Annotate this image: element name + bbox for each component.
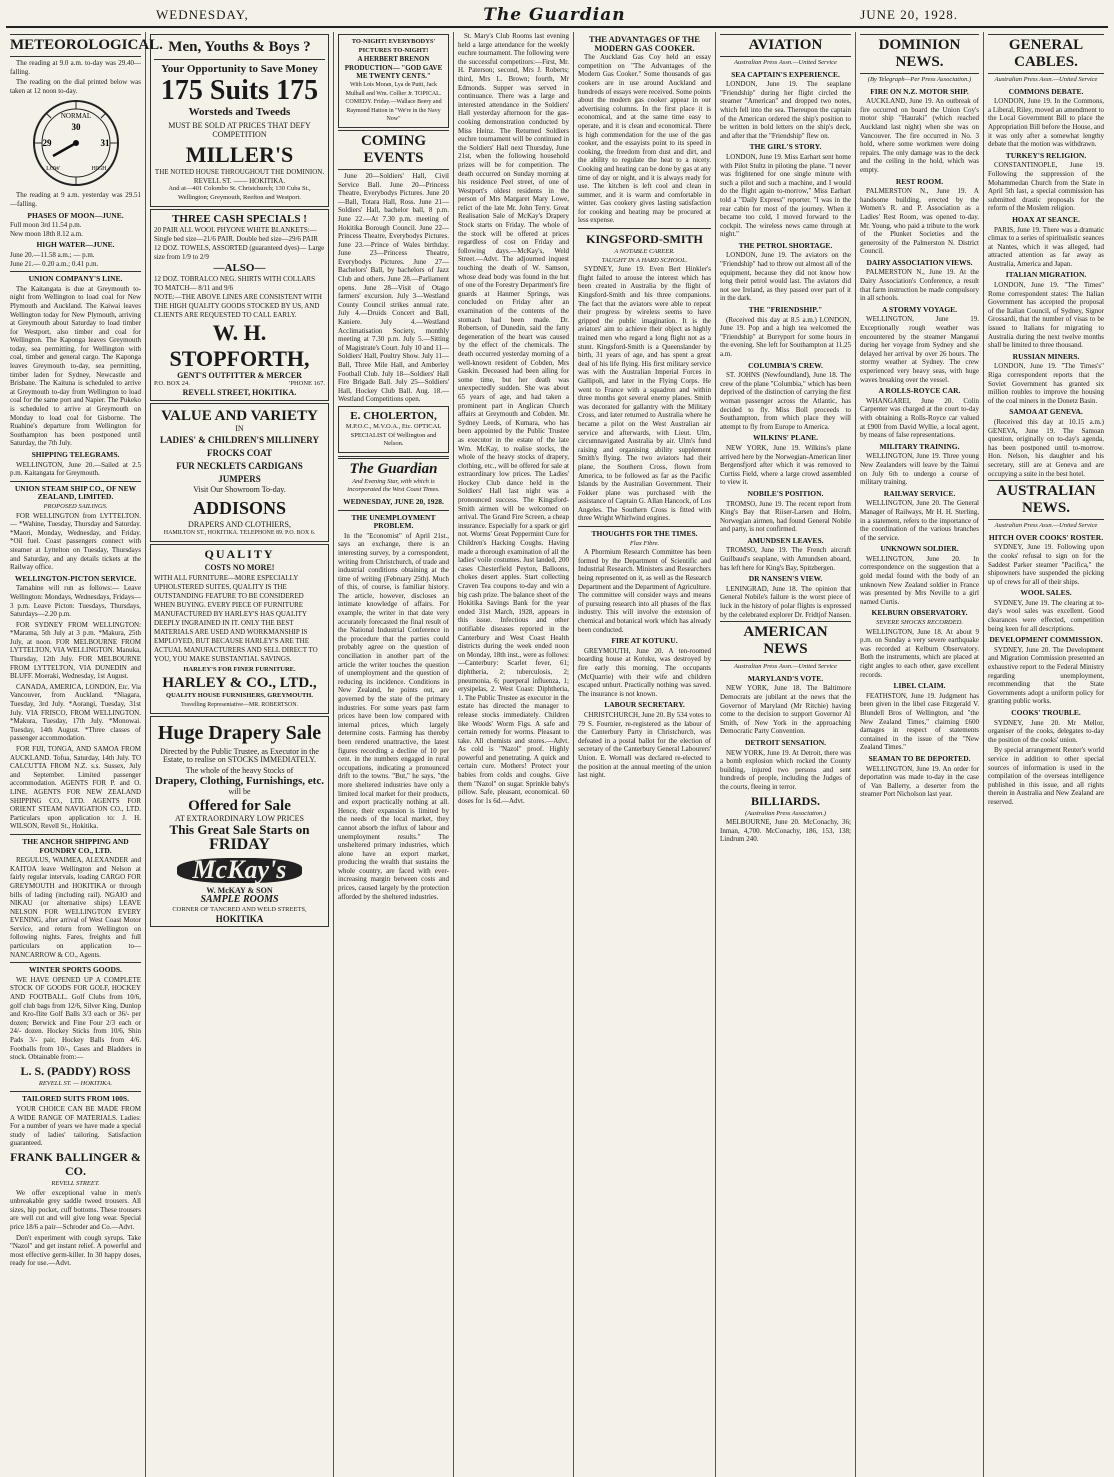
an2-heading: WOOL SALES. [1020,588,1072,598]
dn7-heading: RAILWAY SERVICE. [883,488,956,498]
stopforth-addr: REVELL STREET, HOKITIKA. [182,387,297,397]
dial-label-30: 30 [71,122,80,133]
dn8-heading: UNKNOWN SOLDIER. [880,544,959,554]
sale-head: Huge Drapery Sale [157,721,322,744]
uss-sub: PROPOSED SAILINGS. [43,502,108,510]
water-1: June 20.—11.58 a.m.; — p.m. [10,250,95,259]
harley-ad [150,544,329,714]
av3-text: LONDON, June 19. The aviators on the "Friendship" had to throw out almost all of the equipment, because they did not know how long their petrol would last. The aviators did not see Ireland, as they passed over part of it in the dark. [720,251,851,303]
addisons-addr: HAMILTON ST., HOKITIKA. TELEPHONE 89. P.O. BOX 6. [163,530,316,537]
gas-heading: THE ADVANTAGES OF THE MODERN GAS COOKER. [589,34,700,53]
gc4-heading: ITALIAN MIGRATION. [1005,270,1087,280]
dn7-text: WELLINGTON, June 20. The General Manager of Railways, Mr H. H. Sterling, in a statement, refers to the importance of the coordination of the various branches of the service. [860,499,979,542]
dn1-text: AUCKLAND, June 19. An outbreak of fire occurred on board the Union Coy's motor ship "Hauraki" (which reached Auckland last night) when she was on Vancouver. The fire occurred in No. 3 hold, where some workmen were doing repairs. The only damage was to the deck and the ceiling in the hold, which was empty. [860,97,979,174]
masthead-title: The Guardian [483,5,626,25]
dn8-text: WELLINGTON, June 20. In correspondence on the suggestion that a gold medal found with the body of an unknown New Zealand soldier in France was presented by Mrs Neville to a girl named Curtis. [860,554,979,606]
harley-rep: Travelling Representative—MR. ROBERTSON. [180,701,299,708]
addisons-l2: FROCKS COAT [206,447,273,458]
gas-text: The Auckland Gas Coy held an essay competition on "The Advantages of the Modern Gas Cooker." Some thousands of gas cookers are in use around Auckland and hundreds of essays were received. Some points about the modern gas cooker appear in our advertising columns. In the first place it is economical, and at the same time easy to operate, and it is clean and economical. There is high commendation for the use of the gas cooker, and the essayists point to its speed in cooking, the freedom from dust and dirt, and the ability to regulate the heat to a nicety. Cooking and heating can be done by gas at any time of day or night, and it is always ready for use. The kitchen is left cool and clean in summer, and it is warm and comfortable in winter. Gas cookery gives lasting satisfaction for cooking and heating may be procured at less expense. [578,53,711,225]
tailored-addr: REVELL STREET. [51,1179,100,1187]
am1-text: NEW YORK, June 18. The Baltimore Democrats are jubilant at the news that the Governor of Maryland (Mr Ritchie) having come to the decision to support Governor Al Smith, of New York in the approaching Democratic Party Convention. [720,684,851,736]
billiards-text: MELBOURNE, June 20. McConachy, 36; Inman, 4,700. McConachy, 186, 153, 138; Lindrum 240. [720,818,851,844]
harley-sub: QUALITY HOUSE FURNISHERS, GREYMOUTH. [166,692,313,700]
column-local-news [454,32,574,1477]
harley-brand: HARLEY & CO., LTD., [162,675,317,692]
australian-sub: Australian Press Assn.—United Service [994,522,1098,530]
pictures-cast: With Lois Moran, Lya de Putti, Jack Mulhall and Wm. Collier Jr. TOPICAL. COMEDY. Friday.—Wallace Beery and Raymond Hatton in "We're in the Navy Now" [345,81,442,123]
gc2-text: CONSTANTINOPLE, June 19. Following the suppression of the Mohammedan Church from the State in April 5th last, a special commission has submitted drastic proposals for the reform of the Moslem religion. [988,161,1104,213]
masthead [6,4,1108,28]
gc1-text: LONDON, June 19. In the Commons, a Liberal, Riley, moved an amendment to the Local Government Bill to place the Appropriation Bill before the House, and it was only after a somewhat lengthy debate that the motion was withdrawn. [988,97,1104,149]
shipping-heading: SHIPPING TELEGRAMS. [31,450,120,459]
gc6-heading: SAMOA AT GENEVA. [1009,407,1083,417]
sale-7: This Great Sale Starts on [169,822,310,838]
av9-text: LENINGRAD, June 18. The opinion that General Nobile's failure is the worst piece of luck in the history of polar flights is expressed by the celebrated explorer Dr. Fridtjof Nansen. [720,584,852,619]
addisons-l1: LADIES' & CHILDREN'S MILLINERY [160,434,319,445]
met-text-3: The reading at 9 a.m. yesterday was 29.51—falling. [10,191,141,208]
uss-text: FOR WELLINGTON from LYTTELTON.— *Wahine, Tuesday, Thursday and Saturday. *Maori, Monday, Wednesday, and Friday. *Oil fuel. Coast passengers connect with steamer at Lyttelton on Tuesday, Thursdays and Saturday, and any details tickets at the Railway office. [10,511,141,572]
leader-text: In the "Economist" of April 21st., says an exchange, there is an interesting survey, by a correspondent, writing from Christchurch, of trade and industrial conditions obtaining at the time of writing (February 25th). Much of this, of course, is familiar history. The article, however, discloses an intimate knowledge of affairs. For example, the writer in that date very accurately forecasted the final result of the National Industrial Conference in the procedure that the parties could probably agree on the question of conciliation in another part of the article the writer touches the question of unemployment and the question of reducing its incidence. Conditions in New Zealand, he points out, are governed by the state of the primary industries. For some years past farm prices have been low compared with internal prices, which largely determine costs. Farming has thereby been rendered unattractive, the latest figures recording a decline of 10 per cent. in the numbers engaged in rural occupations, indicating a pronounced drift to the towns. "But," he says, "the more sheltered industries have only a limited local market for their products, and export practically nothing at all. Hence, their expansion is limited by the needs of the local market, they cannot absorb the influx of labour and unemployment results." The unsheltered primary industries, which alone have an export market, producing the wealth that sustains the whole country, are faced with ever-increasing margin between costs and prices, caused largely by the protection afforded by the sheltered industries. [338,531,449,901]
specials-note: NOTE:—THE ABOVE LINES ARE CONSISTENT WITH THE HIGH QUALITY GOODS STOCKED BY US, AND CLIENTS ARE REQUESTED TO CALL EARLY. [154,292,322,319]
column-dominion [856,32,984,1477]
dial-label-high: HIGH [91,166,106,173]
addisons-l4: JUMPERS [218,473,261,484]
pictures-top: TO-NIGHT! EVERYBODYS' PICTURES TO-NIGHT! [351,38,436,54]
gc3-heading: HOAX AT SEANCE. [1012,214,1080,224]
australian-heading: AUSTRALIAN NEWS. [988,480,1104,520]
gc5-text: LONDON, June 19. "The Times's" Riga correspondent reports that the Soviet Government has granted six million roubles to improve the housing of the coal miners in the Donetz Basin. [988,362,1104,405]
union-text: The Kaitangata is due at Greymouth to-night from Wellington to load coal for New Plymouth and Auckland. The Kaiwai leaves Wellington today for New Plymouth, arriving at Greymouth about Saturday to load timber for Westport, also timber and coal for Wellington. The Kaponga leaves Greymouth today, sea permitting, for Wellington with coal, timber and general cargo. The Kaponga leaves Greymouth to-day, sea permitting, timber laden for Sydney, Newcastle and Brisbane. The Kaituna is scheduled to arrive at Greymouth to-day from Wellington to load coal for the same port and Napier. The Pukeko is scheduled to arrive at Greymouth on Monday to load coal for Gisborne. The Ruahine's departure from Wellington for Southampton has been postponed until Saturday, the 7th July. [10,284,141,448]
harley-tag: HARLEY'S FOR FINER FURNITURE. [183,665,296,673]
dn4-heading: A STORMY VOYAGE. [881,304,958,314]
billiards-sub: (Australian Press Association.) [744,809,827,817]
sale-3: Drapery, Clothing, Furnishings, etc. [155,775,324,788]
cholerton-brand: E. CHOLERTON, [350,409,437,422]
harley-cost: COSTS NO MORE! [204,562,275,572]
am2-heading: DETROIT SENSATION. [745,737,826,747]
specials-also: —ALSO— [213,261,266,274]
addisons-l3: FUR NECKLETS CARDIGANS [176,460,303,471]
tailored-seller: FRANK BALLINGER & CO. [10,1149,141,1178]
winter-text: WE HAVE OPENED UP A COMPLETE STOCK OF GOODS FOR GOLF, HOCKEY AND FOOTBALL. Golf Clubs from 10/6, golf club bags from 12/6, Silver King, Dunlop and Kro-flite Golf Balls 3/3 each or 36/- per dozen; Berwick and Fine Four 2/3 each or 24/- dozen. Hockey Sticks from 10/6, Shin Pads 3/- pair, Hockey Balls from 4/6. Footballs from 10/-, Cases and Bladders in stock. Obtainable from:— [10,975,141,1062]
millers-sold: MUST BE SOLD AT PRICES THAT DEFY COMPETITION [168,121,311,139]
aviation-sub: Australian Press Assn.—United Service [734,59,837,66]
moon-1: Full moon 3rd 11.54 p.m. [10,221,82,230]
sale-5: Offered for Sale [188,797,291,814]
av3-heading: THE PETROL SHORTAGE. [738,240,833,250]
mckays-ad [150,716,329,928]
sale-2: The whole of the heavy Stocks of [185,765,294,775]
specials-2: 12 DOZ. TOWELS, ASSORTED (guaranteed dyes)— Large size from 1/9 to 2/9 [154,243,325,261]
libel-heading: LIBEL CLAIM. [893,681,946,691]
labour-text: CHRISTCHURCH, June 20. By 534 votes to 79 S. Fournier, re-registered as the labour of the Canterbury Party in Christchurch, was defeated in a postal ballot for the election of secretary of the Canterbury General Labourers' Union. E. Wornall was declared re-elected to the position at the annual meeting of the union last night. [578,710,711,780]
am1-heading: MARYLAND'S VOTE. [747,673,824,683]
millers-brand: MILLER'S [185,142,294,168]
gc6-text: (Received this day at 10.15 a.m.) GENEVA, June 19. The Samoan question, originally on to-day's agenda, has been postponed until to-morrow. Hon. Nelson, his daughter and his secretary, still are at Geneva and are occupying a suite in the best hotel. [988,417,1104,478]
av2-heading: THE GIRL'S STORY. [749,142,822,152]
cables-heading: GENERAL CABLES. [988,34,1104,74]
harley-text: WITH ALL FURNITURE—MORE ESPECIALLY UPHOLSTERED SUITES, QUALITY IS THE OUTSTANDING FEATURE TO BE CONSIDERED WHEN BUYING. EVERY PIECE OF FURNITURE MANUFACTURED BY HARLEY'S HAS QUALITY DEEPLY INGRAINED IN IT. ONLY THE BEST MATERIALS ARE USED AND WORKMANSHIP IS EMPLOYED, BUT BECAUSE HARLEY'S ARE THE ACTUAL MANUFACTURERS AND SELL DIRECT TO YOU, YOU MAKE SUBSTANTIAL SAVINGS. [154,573,318,663]
addisons-head: VALUE AND VARIETY [161,408,318,425]
ks-text: SYDNEY, June 19. Even Bert Hinkler's flight failed to arouse the interest which has been created in Australia by the flight of Kingsford-Smith and his three companions. The fact that the aviators were able to repeat their progress by wireless seems to have gripped the public imagination. It is the aviators' aim to achieve their object as highly trained men who regard a long flight not as a stunt. Kingsford-Smith is a Queenslander by birth, 31 years of age, and has spent a great deal of his life flying. His first military service was with the Australian Imperial Forces in Gallipoli, and later in the Flying Corps. He went to France with a squadron and within three months got several enemy planes. Smith was decorated for gallantry with the Military Cross, and later returned to Australia where he became a pilot on the West Australian air service and afterwards, with Lieut. Ulm, circumnavigated Australia by air. Ulm's fund raising and organising ability supplement Smith's flying. The two aviators had their plane, the Southern Cross, flown from America, to be followed as far as the Pacific Islands by the Australian Government. Their Fokker plane was purchased with the assistance of Captain G. Allan Hancock, of Los Angeles. The Southern Cross is fitted with three Wright Whirlwind engines. [578,265,711,523]
kelburn-heading: KELBURN OBSERVATORY. [871,608,968,618]
millers-sub: Worsteds and Tweeds [188,106,291,118]
uss-heading: UNION STEAM SHIP CO., OF NEW ZEALAND, LIMITED. [14,483,137,502]
aviation-heading: AVIATION [720,34,851,57]
an1-text: SYDNEY, June 19. Following upon the cooks' refusal to sign on for the Saddest Parker steamer "Pacifica," the shipowners have suspended the picking up of crews for all of their ships. [988,543,1104,586]
cables-sub: Australian Press Assn.—United Service [994,76,1098,83]
an3-heading: DEVELOPMENT COMMISSION. [989,635,1103,645]
canada-text: CANADA, AMERICA, LONDON, Etc. Via Vancouver, from Auckland. *Niagara, Tuesday, 3rd July. *Aorangi, Tuesday, 31st July. VIA FRISCO, FROM WELLINGTON. *Makura, Tuesday, 17th July. *Monowai. Tuesday, 14th August. *Three classes of passenger accommodation. [10,682,141,743]
mckays-logo: McKay's [177,858,303,883]
picton-heading: WELLINGTON-PICTON SERVICE. [14,573,137,583]
an5-text: By special arrangement Reuter's world service in addition to other special sources of information is used in the compilation of the overseas intelligence published in this issue, and all rights therein in Australia and New Zealand are reserved. [988,746,1104,806]
dn1-heading: FIRE ON N.Z. MOTOR SHIP. [870,86,969,96]
met-heading: METEOROLOGICAL. [10,34,141,57]
stopforth-po: P.O. BOX 24. [154,380,190,388]
winter-heading: WINTER SPORTS GOODS. [29,965,122,975]
dial-label-low: LOW [45,166,60,173]
av6-heading: WILKINS' PLANE. [752,433,818,443]
kelburn-sub: SEVERE SHOCKS RECORDED. [876,619,963,627]
av8-text: TROMSO, June 19. The French aircraft Guilbaud's seaplane, with Amundsen aboard, has left here for King's Bay, Spitzbergen. [720,546,851,572]
av2-text: LONDON, June 19. Miss Earhart sent home with Pilot Stultz in piloting the plane. "I never was frightened for one single minute with such a pilot and such a machine, and I would do the flight again to-morrow," Miss Earhart told a "Daily Express" reporter. "I was in the rear cabin for most of the journey. When it became too cold, I moved forward to the cockpit. The wireless news came through at night." [720,152,851,239]
column-cables [984,32,1108,1477]
stopforth-phone: 'PHONE 167. [289,380,325,388]
labour-heading: LABOUR SECRETARY. [604,700,685,710]
sale-1: Directed by the Public Trustee, as Executor in the Estate, to realise on STOCKS IMMEDIATELY. [160,746,319,765]
column-gas-kingsford [574,32,716,1477]
shipping-text: WELLINGTON, June 20.—Sailed at 2.5 p.m. Kaitangata for Greymouth. [10,460,141,478]
pictures-ad [338,34,449,128]
trousers-text: We offer exceptional value in men's unbreakable grey saddle tweed trousers. All sizes, hip pocket, cuff bottoms. These trousers are well cut and will give long wear. Special price 18/6 a pair—Schroder and Co.—Advt. [10,1188,141,1231]
guardian-date: WEDNESDAY, JUNE 20, 1928. [343,496,444,506]
gc3-text: PARIS, June 19. There was a dramatic climax to a series of spiritualistic seances at Nantes, which it was alleged, had attracted attention as far away as Australia, America and Japan. [988,225,1104,268]
billiards-heading: BILLIARDS. [750,793,821,808]
av1-text: LONDON, June 19. The seaplane "Friendship" during her flight circled the steamer "American" and dropped two notes, which fell into the sea. Thereupon the captain of the American ordered the ship's position to be written in bold letters on the ship's deck, and after that the "Friendship" flew on. [720,80,851,140]
dn3-text: PALMERSTON N., June 19. At the Dairy Association's Conference, a result that farm instruction be made compulsory in all schools. [860,268,979,303]
dial-label-31: 31 [100,138,109,149]
dn4-text: WELLINGTON, June 19. Exceptionally rough weather was encountered by the steamer Manganui during her voyage from Sydney and she delayed her arrival by over 26 hours. The stormy weather at Sydney. The crew experienced very heavy seas, with huge waves breaking over the vessel. [860,315,979,384]
fire-heading: FIRE AT KOTUKU. [611,636,678,646]
american-heading: AMERICAN NEWS [720,621,851,661]
mckays-logo3: SAMPLE ROOMS [200,893,279,905]
mckays-logo2: W. McKAY & SON [206,886,273,896]
millers-line: Your Opportunity to Save Money [161,63,318,75]
union-heading: UNION COMPANY'S LINE. [28,274,123,284]
met-text-2: The reading on the dial printed below was taken at 12 noon to-day. [10,78,141,95]
guardian-title: The Guardian [349,460,438,477]
gc5-heading: RUSSIAN MINERS. [1012,351,1080,361]
sale-8: FRIDAY [209,836,270,854]
column-advertisements [146,32,334,1477]
an4-text: SYDNEY, June 20. Mr Mellor, organiser of the cooks, delegates to-day the position of the cooks' union. [988,718,1104,744]
millers-suits: 175 Suits 175 [160,75,319,106]
nazol-text: Don't experiment with cough syrups. Take "Nazol" and get instant relief. A powerful and most effective germ-killer. In 30 happy doses, ready for use.—Advt. [10,1233,141,1268]
dn2-heading: REST ROOM. [895,176,944,186]
column-events [334,32,454,1477]
water-2: June 21.— 0.20 a.m.; 0.41 p.m. [10,259,99,268]
leader-heading: THE UNEMPLOYMENT PROBLEM. [351,512,436,531]
av9-heading: DR NANSEN'S VIEW. [748,574,823,584]
av4-heading: THE "FRIENDSHIP." [748,305,823,315]
gc1-heading: COMMONS DEBATE. [1008,86,1084,96]
guardian-sub: And Evening Star, with which is incorporated the West Coast Times. [347,477,440,494]
winter-seller: L. S. (PADDY) ROSS [20,1063,131,1078]
barometer-dial [31,98,121,188]
ks-sub2: TAUGHT IN A HARD SCHOOL. [601,256,688,264]
dn5-heading: A ROLLS-ROYCE CAR. [878,386,961,396]
dn6-text: WELLINGTON, June 19. Three young New Zealanders will leave by the Tainui on July 6th to undergo a course of military training. [860,452,979,487]
addisons-visit: Visit Our Showroom To-day. [193,484,286,494]
kelburn-text: WELLINGTON, June 18. At about 9 p.m. on Sunday a very severe earthquake was recorded at Kelburn Observatory. Both the instruments, which are placed at right angles to each other, gave excellent records. [860,627,979,679]
stopforth-tag: GENT'S OUTFITTER & MERCER [177,370,302,380]
fiji-text: FOR FIJI, TONGA, AND SAMOA FROM AUCKLAND. Tofua, Saturday, 14th July. TO CALCUTTA FROM N.Z. s.s. Sussex, July and September. Limited passenger accommodation. AGENTS FOR P. and O. LINE. AGENTS FOR NEW ZEALAND SHIPPING CO., LTD. AGENTS FOR ORIENT STEAM NAVIGATION CO., LTD. Particulars upon application to: J. H. WILSON, Revell St., Hokitika. [10,745,141,831]
coming-events-text: June 20—Soldiers' Hall, Civil Service Ball. June 20—Princess Theatre, Everybodys Pictures. June 20—Ball, Totara Hall, Ross. June 21—Soldiers' Hall, bachelor ball, 8 p.m. June 22.—At 7.30 p.m. meeting of Hokitika Borough Council. June 22—Princess Theatre, Everybodys Pictures. June 23.—Prince of Wales birthday. June 23—Princess Theatre, Everybodys Pictures. June 27—Bachelors' Ball, by bachelors of Jazz Club and others. June 28.—Parliament opens. June 28—Visit of Otago farmers' excursion. July 3—Westland County Council strikes annual rate. July 4.—Druids Concert and Ball, Kaniere. July 4.—Westland Acclimatisation Society, monthly meeting at 7.30 p.m. July 5.—Sitting of Magistrate's Court. July 10 and 11—Soldiers' Hall, Poultry Show. July 11—Ball, Three Mile Hall, and Amberley Football Club. July 18—Soldiers' Hall Fire Brigade Ball. July 25—Soldiers' Hall, Hockey Club Ball. Aug. 18.—Westland Competitions open. [338,171,449,404]
seaman-text: WELLINGTON, June 19. An order for deportation was made to-day in the case of Van Ballerty, a deserter from the steamer Port Nicholson last year. [860,764,979,799]
millers-addr2: And at—401 Colombo St. Christchurch; 130 Cuba St., Wellington; Greymouth, Reefton and Westport. [168,185,311,201]
tft-text: A Phormium Research Committee has been formed by the Department of Scientific and Industrial Research. Ministers and Researchers being represented on it, as well as the Research Department and the Department of Agriculture. The committee will consider ways and means of pursuing research into all phases of the flax industry. This will involve the extension of chemical and botanical work which has already been conducted. [578,548,711,634]
mckays-addr: CORNER OF TANCRED AND WELD STREETS, [172,906,307,914]
dominion-sub: (By Telegraph—Per Press Association.) [867,76,972,83]
specials-3: 12 DOZ. TOBRALCO NEG. SHIRTS WITH COLLARS TO MATCH— 8/11 and 9/6 [154,274,315,292]
tft-sub: Flax Fibre. [629,539,660,547]
an1-heading: HITCH OVER COOKS' ROSTER. [988,532,1104,542]
an2-text: SYDNEY, June 19. The clearing at to-day's wool sales was excellent. Good clearances were effected, competition being keen for all descriptions. [988,598,1104,633]
dial-label-29: 29 [42,138,51,149]
dn5-text: WHANGAREI, June 20. Colin Carpenter was charged at the court to-day with obtaining a Rolls-Royce car valued at £900 from David Wyllie, a local agent, by means of false representations. [860,396,979,440]
anchor-text: REGULUS, WAIMEA, ALEXANDER and KAITOA leave Wellington and Nelson at fairly regular intervals, loading CARGO FOR GREYMOUTH and HOKITIKA or through bills of lading (including rail). NGAIO and NIKAU (or alternative ships) LEAVE NELSON FOR WELLINGTON EVERY EVENING, after arrival of West Coast Motor Service, and return from Wellington on following nights. Fares, freights and full particulars on application to— NANCARROW & CO., Agents. [10,856,141,959]
av7-text: TROMSO, June 19. The recent report from King's Bay that Riiser-Larsen and Holm, Norwegian airmen, had found General Nobile and party, is not confirmed. [720,499,851,534]
dn2-text: PALMERSTON N., June 19. A handsome building, erected by the Women's R. and P. Association as a Ladies' Rest Room, was opened to-day. Mr. Young, who paid a tribute to the work of the Plunket Societies and the generosity of the Palmerston N. District Council. [860,187,979,256]
addisons-tag: DRAPERS AND CLOTHIERS, [188,519,291,529]
cholerton-sub: M.P.O.C., M.V.O.A., Etc. OPTICAL SPECIALIST Of Wellington and Nelson. [345,422,442,448]
sydney-text: FOR SYDNEY FROM WELLINGTON: *Marama, 5th July at 3 p.m. *Makura, 25th July, at noon. FOR MELBOURNE FROM LYTTELTON, VIA WELLINGTON. Manuka, Thursday, 12th July. FOR MELBOURNE FROM LYTTELTON, VIA DUNEDIN and BLUFF. Moeraki, Wednesday, 1st August. [10,620,141,681]
addisons-in: IN [235,424,244,434]
tft-heading: THOUGHTS FOR THE TIMES. [591,529,698,539]
moon-heading: PHASES OF MOON—JUNE. [27,210,124,220]
sale-6: AT EXTRAORDINARY LOW PRICES [175,813,304,823]
av5-text: ST. JOHNS (Newfoundland), June 18. The crew of the plane "Columbia," which has been deprived of the distinction of carrying the first woman passenger across the Atlantic, has decided to fly. Miss Boll proceeds to Southampton, from which place they will attempt to fly from Europe to America. [720,371,851,431]
pictures-film: A HERBERT BRENON PRODUCTION— "GOD GAVE ME TWENTY CENTS." [344,55,443,81]
specials-1: 20 PAIR ALL WOOL PHYONE WHITE BLANKETS:— Single bed size—21/6 PAIR. Double bed size—29/6 PAIR [154,225,318,243]
dn6-heading: MILITARY TRAINING. [879,441,960,451]
column-meteorological [6,32,163,1477]
millers-addr: REVELL ST. —— HOKITIKA. [193,176,286,185]
cash-specials-head: THREE CASH SPECIALS ! [172,212,307,225]
millers-ad [150,34,329,207]
fire-text: GREYMOUTH, June 20. A ten-roomed boarding house at Kotuku, was destroyed by fire early this morning. The occupants (McQuarrie) with their wife and children escaped unhurt. Practically nothing was saved. The insurance is not known. [578,646,711,698]
water-heading: HIGH WATER—JUNE. [36,240,115,250]
av6-text: NEW YORK, June 19. Wilkins's plane arrived here by the Norwegian-American liner Bergensfjord after which it was removed to Curtiss Field, where a large crowd assembled to view it. [720,443,851,487]
an3-text: SYDNEY, June 20. The Development and Migration Commission presented an exhaustive report to the Federal Ministry regarding unemployment, recommending that the State Governments adopt a uniform policy for granting public works. [988,645,1104,706]
seaman-heading: SEAMAN TO BE DEPORTED. [868,753,971,763]
column-aviation [716,32,856,1477]
gc2-heading: TURKEY'S RELIGION. [1005,150,1087,160]
dominion-heading: DOMINION NEWS. [860,34,979,74]
cholerton-ad [338,406,449,453]
dial-label-normal: NORMAL [60,112,91,121]
moon-2: New moon 18th 8.12 a.m. [10,229,83,238]
millers-tag: THE NOTED HOUSE THROUGHOUT THE DOMINION. [154,168,325,177]
av4-text: (Received this day at 8.5 a.m.) LONDON, June 19. Pop and a high tea welcomed the "Friendship" at Burryport for some hours in the evening. She left for Southampton at 11.25 a.m. [720,315,851,358]
ks-sub1: A NOTABLE CAREER. [614,248,675,256]
harley-quality: QUALITY [204,546,275,561]
addisons-ad [150,403,329,541]
winter-addr: REVELL ST. — HOKITIKA. [38,1079,113,1087]
masthead-day: WEDNESDAY, [156,7,249,22]
millers-headline: Men, Youths & Boys ? [168,39,311,55]
met-text-1: The reading at 9.0 a.m. to-day was 29.40—falling. [10,59,141,76]
ks-heading: KINGSFORD-SMITH [586,232,703,247]
stopforth-brand: W. H. STOPFORTH, [169,319,310,371]
addisons-brand: ADDISONS [192,497,287,518]
coming-events-heading: COMING EVENTS [338,130,449,170]
av7-heading: NOBILE'S POSITION. [747,488,824,498]
gc4-text: LONDON, June 19. "The Times" Rome correspondent states: The Italian Government has accepted the proposal of the Italian Council, of Sydney, Signor Grossardi, that the number of visas to be issued to Italians for migrating to Australia during the next twelve months shall be limited to three thousand. [988,281,1104,350]
av5-heading: COLUMBIA'S CREW. [748,360,823,370]
dn3-heading: DAIRY ASSOCIATION VIEWS. [866,257,973,267]
columns [6,32,1108,1477]
picton-text: Tamahine will run as follows:— Leave Wellington: Mondays, Wednesdays, Fridays—3 p.m. Leave Picton: Tuesdays, Thursdays, Saturdays—2.20 p.m. [10,584,141,619]
sale-4: will be [228,787,251,797]
masthead-date: JUNE 20, 1928. [860,7,958,22]
anchor-heading: THE ANCHOR SHIPPING AND FOUNDRY CO., LTD. [22,836,129,855]
tailored-heading: TAILORED SUITS FROM 100S. [22,1094,129,1104]
local-news-text: St. Mary's Club Rooms last evening held a large attendance for the weekly euchre tournament. The following were the successful competitors:—First, Mr. H. Paterson; second, Mrs J. Roberts; third, Mrs L. Brown; fourth, Mr Edmonds. Supper was served in continuance. There was a large and interested attendance in the Soldiers' Hall yesterday afternoon for the gas-cooking demonstration conducted by Miss Heinz. The Returned Soldiers euchre tournament will be continued in the Soldiers' Hall next Thursday, June 21st, when the following household prizes will be for competition. The death occurred on Sunday morning at his residence Peel street, of one of Westport's oldest residents in the person of Mrs Margaret Mary Lowe, relict of the late Mr. John Terry. Great Realisation Sale of McKay's Drapery Stock starts on Friday. The whole of the stock will be offered at prices regardless of cost on Friday and following days.—McKay's, Weld Street.—Advt. The adjourned inquest touching the death of W. Samson, whose dead body was found in the hut of one of the Forestry Department's fire guards at Hanmer Springs, was concluded on Friday after an examination of the contents of the stomach had been made. Dr. Robertson, of Dunedin, said the fatty degeneration of the heart was caused by the effect of the chemicals. The death occurred yesterday morning of a well-known resident of Cobden, Mrs Gaskin. Deceased had been ailing for some time, but her death was unexpectedly sudden. She was about 65 years of age, and had taken a prominent part in Anglican Church affairs at Greymouth and Cobden. Mr. Sydney Leeds, of Kumara, who has been appointed by the Public Trustee as executor in the estate of the late Wm. McKay, to realise stocks, the whole of the heavy stocks of drapery, clothing, etc., will be offered for sale at extraordinary low prices. The Ladies' Hockey Club dance held in the Soldiers' Hall last night was a pronounced success. The Kingsford-Smith airmen will be welcomed on arrival. The Grand Fire Screen, a cheap insurance. Especially for a spark or girl not. Worms' Great Peppermint Cure for Children's Hacking Coughs. Having made a thorough examination of all the ladies' voile costumes. Just landed, 200 cases Chesterfield Peyton, Balloons, chokes desert apples. Start collecting Craven Tea coupons to-day and win a big cash prize. The balance sheet of the Hokitika Savings Bank for the year ended 31st March, 1928, appears in this issue. Infectious and other notifiable diseases reported in the Canterbury and West Coast Health districts during the week ended noon on Monday, 18th inst., were as follows:—Canterbury: Scarlet fever, 61; diphtheria, 2; tuberculosis, 2; pneumonia, 6; puerperal influenza, 1; erysipelas, 2. West Coast: Diphtheria, 1. The Public Trustee as executor in the estate has directed the manager to release stocks immediately. Children like Woods' Worm Figs. A safe and certain remedy for worms. Pleasant to take. All chemists and stores.—Advt. As cold is "Nazol" proof. Highly powerful and penetrating. A quick and certain cure. Mothers! Protect your babies from colds and coughs. Give them "Nazol" on sugar. Sprinkle baby's pillow. Safe, pleasant, economical. 60 doses for 1s 6d.—Advt. [458,32,569,805]
av8-heading: AMUNDSEN LEAVES. [747,535,824,545]
tailored-text: YOUR CHOICE CAN BE MADE FROM A WIDE RANGE OF MATERIALS. Ladies: For a number of years we have made a special study of ladies' tailoring. Satisfaction guaranteed. [10,1104,141,1148]
am2-text: NEW YORK, June 19. At Detroit, there was a bomb explosion which rocked the County building, injured two persons and sent hundreds of people, including the Judges of the courts, fleeing in terror. [720,748,851,791]
stopforth-ad [150,209,329,402]
mckays-town: HOKITIKA [215,913,264,924]
american-sub: Australian Press Assn.—United Service [734,663,837,671]
libel-text: FEATHSTON, June 19. Judgment has been given in the libel case Fitzgerald V. Blundell Bros of Wellington, and "the New Zealand Times," claiming £600 damages in respect of statements contained in the issue of the "New Zealand Times." [860,691,979,752]
an4-heading: COOKS' TROUBLE. [1011,708,1081,717]
av1-heading: SEA CAPTAIN'S EXPERIENCE. [731,69,840,79]
